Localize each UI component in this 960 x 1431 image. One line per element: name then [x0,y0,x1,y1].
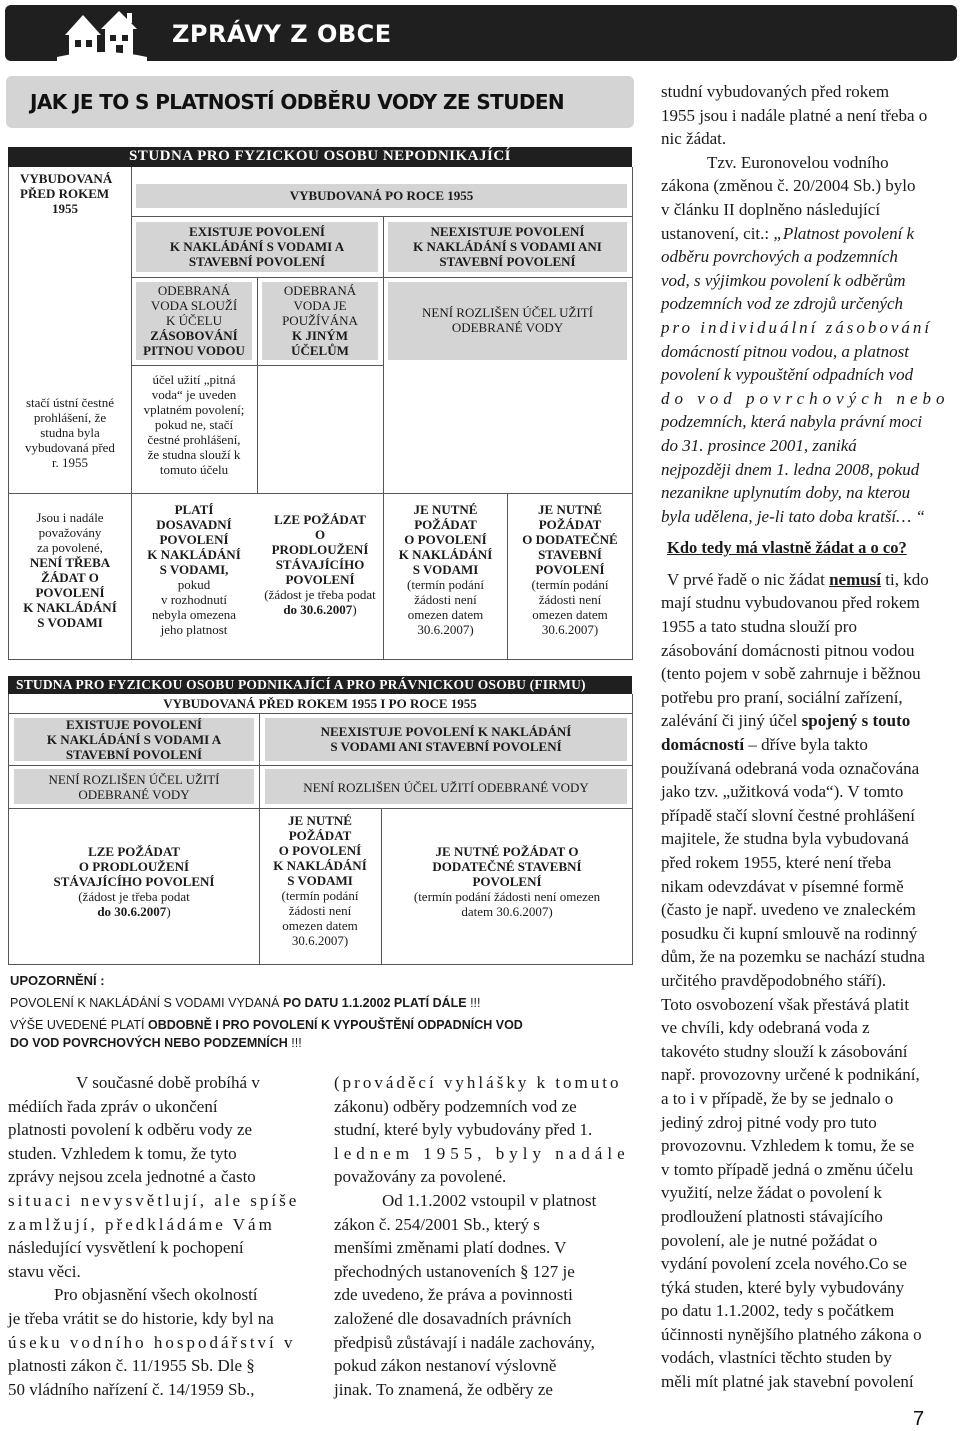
text-line: PRODLOUŽENÍ [271,542,369,557]
text-line: ODEBRANÉ VODY [451,320,564,335]
text-line: LZE POŽÁDAT [88,844,180,859]
article-column-1 [8,1071,304,1401]
d1-drinking-use [136,283,252,358]
text-line: 50 vládního nařízení č. 14/1959 Sb., [8,1379,255,1399]
text-line: čestné prohlášení, [147,432,241,447]
text-line: studní, které byly vybudovány před 1. [334,1120,593,1140]
text-line: POUŽÍVÁNA [282,313,358,328]
text-line: DOSAVADNÍ [156,517,232,532]
text-span: zalévání či jiný účel [661,711,802,731]
text-line: po datu 1.1.2002, tedy s počátkem [661,1301,895,1321]
d1-purpose-unknown [388,305,627,335]
text-line: využití, nelze žádat o povolení k [661,1183,882,1203]
text-line: PITNOU VODOU [143,343,245,358]
text-line: v tomto případě jedná o změnu účelu [661,1159,914,1179]
text-line: (termín podání [407,577,484,592]
d1-border-bottom [8,659,633,660]
text-line: do 31. prosince 2001, zaniká [661,435,857,455]
text-line: je třeba vrátit se do historie, kdy byl na [8,1308,274,1328]
text-line: nikam odevzdávat v písemné formě [661,876,904,896]
text-line: jinak. To znamená, že odběry ze [334,1379,553,1399]
text-line: (tento pojem v sobě zahrnuje i běžnou [661,664,921,684]
text-line: zákon č. 254/2001 Sb., který s [334,1214,540,1234]
article-headline: JAK JE TO S PLATNOSTÍ ODBĚRU VODY ZE STUDEN [30,90,565,114]
text-line: r. 1955 [51,455,89,470]
header-bar [5,5,957,61]
text-line: O [314,527,326,542]
article-column-3 [661,80,957,1394]
text-line: zákona (změnou č. 20/2004 Sb.) bylo [661,176,916,196]
text-line: K NAKLÁDÁNÍ S VODAMI A [169,239,345,254]
text-line: Jsou i nadále [36,510,104,525]
d1-divider-result-right [507,493,508,659]
text-line: povolení k vypouštění odpadních vod [661,365,914,385]
text-line: voda“ je uveden [151,387,237,402]
text-line: datem 30.6.2007) [461,904,553,919]
d1-border-left [8,167,9,659]
d1-permit-missing [388,224,627,269]
text-line: pokud zákon nestanoví výslovně [334,1356,557,1376]
text-line: vod, s výjimkou povolení k odběrům [661,270,906,290]
text-line: zákonu) odběry podzemních vod ze [334,1096,577,1116]
d1-divider-use-row [131,365,383,366]
text-line: POVOLENÍ [159,532,229,547]
text-line: S VODAMI [412,562,479,577]
d1-other-use [262,283,378,358]
text-line: pokud ne, stačí [154,417,234,432]
text-line: posudku či kupní smlouvě na rodinný [661,923,918,943]
text-line: vodách, vlastníci těchto studen by [661,1348,892,1368]
text-line: potřebu pro praní, sociální zařízení, [661,687,903,707]
text-line: S VODAMI ANI STAVEBNÍ POVOLENÍ [330,739,562,754]
text-line: STÁVAJÍCÍHO [275,557,365,572]
text-line: O POVOLENÍ [404,532,487,547]
text-line: NEEXISTUJE POVOLENÍ [430,224,585,239]
text-line: (často je např. uvedeno ve znaleckém [661,900,916,920]
notice-line-2 [10,1018,523,1032]
text-line: platnosti povolení k odběru vody ze [8,1120,253,1140]
text-line: studna byla [40,425,100,440]
text-line: v článku II doplněno následující [661,199,881,219]
text-span: VÝŠE UVEDENÉ PLATÍ [10,1018,149,1032]
d1-result-extend [258,512,382,617]
text-line: NENÍ ROZLIŠEN ÚČEL UŽITÍ [48,772,220,787]
text-line: PLATÍ [174,502,214,517]
d2-permit-missing [265,724,627,754]
text-line: ODEBRANÁ [157,283,231,298]
diagram1-title-bar [8,147,632,167]
text-line: O PRODLOUŽENÍ [78,859,190,874]
text-line: vplatném povolení; [143,402,245,417]
text-line: následující vysvětlení k pochopení [8,1238,244,1258]
text-line: POVOLENÍ [285,572,355,587]
text-line: měli mít platné jak stavební povolení [661,1372,914,1392]
text-line: V současné době probíhá v [76,1073,260,1092]
text-line: menšími změnami platí dodnes. V [334,1238,567,1258]
text-line: mají studnu vybudovanou před rokem [661,593,920,613]
text-line: PŘED ROKEM [20,186,110,201]
text-line: (žádost je třeba podat [78,889,190,904]
text-line: médiích řada zpráv o ukončení [8,1096,218,1116]
text-line: studen. Vzhledem k tomu, že tyto [8,1143,237,1163]
d2-divider-subtitle [8,713,632,714]
text-span: nemusí [829,569,882,589]
d1-divider-use [257,277,258,493]
d2-permit-exists [14,717,254,762]
text-line: pro individuální zásobování [661,317,933,337]
text-line: jediný zdroj pitné vody pro tuto [661,1112,877,1132]
text-line: podzemních, která nabyla právní moci [661,412,923,432]
text-line: DODATEČNÉ STAVEBNÍ [432,859,582,874]
text-line: omezen datem [532,607,608,622]
text-line: JE NUTNÉ [288,813,352,828]
text-line: POVOLENÍ [35,585,105,600]
text-line [14,904,254,919]
d2-border-left [8,694,9,964]
text-line: zde uvedeno, že práva a povinnosti [334,1285,573,1305]
text-line: určitého pravděpodobného stáří). [661,970,887,990]
text-span: !!! [287,1036,302,1050]
text-line: (prováděcí vyhlášky k tomuto [334,1073,622,1092]
diagram2-title: STUDNA PRO FYZICKOU OSOBU PODNIKAJÍCÍ A PRO PRÁVNICKOU OSOBU (FIRMU) [16,677,586,692]
text-line: POŽÁDAT [288,828,352,843]
diagram1-title: STUDNA PRO FYZICKOU OSOBU NEPODNIKAJÍCÍ [128,148,512,164]
text-line: JE NUTNÉ [413,502,478,517]
text-line [661,222,957,246]
d2-result-extend [14,844,254,919]
text-line: např. provozovny určené k podnikání, [661,1065,920,1085]
text-line: tomuto účelu [159,462,229,477]
notice-label: UPOZORNĚNÍ : [10,973,105,988]
text-span: OBDOBNĚ I PRO POVOLENÍ K VYPOUŠTĚNÍ ODPADNÍCH VOD [148,1018,523,1032]
text-line: jeho platnost [160,622,228,637]
d1-divider-permit [383,216,384,659]
text-line: stavu věci. [8,1261,81,1281]
text-line: zamlžují, předkládáme Vám [8,1214,275,1234]
text-line: nic žádat. [661,129,727,149]
text-line: provozovnu. Vzhledem k tomu, že se [661,1136,915,1156]
text-line: zásobování domácnosti pitnou vodou [661,640,915,660]
text-line: VODA JE [293,298,347,313]
text-line: byla udělena, je-li tato doba kratší… “ [661,506,925,526]
d2-divider-result [381,808,382,964]
text-line: omezen datem [282,918,358,933]
text-span: PO DATU 1.1.2002 PLATÍ DÁLE [283,996,467,1010]
text-line: takovéto studny slouží k zásobování [661,1041,908,1061]
text-line: omezen datem [407,607,484,622]
text-line: JE NUTNÉ POŽÁDAT O [435,844,579,859]
text-line: K JINÝM [292,328,348,343]
text-line: v rozhodnutí [160,592,228,607]
paren: ) [166,904,171,919]
text-line: úseku vodního hospodářství v [8,1332,296,1352]
text-span: spojený s touto [801,711,911,731]
text-line: ŽÁDAT O [41,570,99,585]
text-line: dům, že na pozemku se nachází studna [661,947,925,967]
text-line: STAVEBNÍ [538,547,602,562]
text-line: situaci nevysvětlují, ale spíše [8,1190,300,1210]
text-line: že studna slouží k [147,447,241,462]
text-line [661,709,957,733]
text-line: stačí ústní čestné [25,395,115,410]
paren: ) [352,602,357,617]
d1-result-valid [133,502,255,637]
d2-border-right [632,694,633,964]
text-line: O DODATEČNÉ [522,532,618,547]
d2-divider-purpose-row [8,808,632,809]
text-line: ve chvíli, kdy odebraná voda z [661,1018,870,1038]
d2-purpose-left [14,772,254,802]
text-line [258,602,382,617]
text-line: EXISTUJE POVOLENÍ [66,717,202,732]
text-line: STÁVAJÍCÍHO POVOLENÍ [53,874,215,889]
text-line: K NAKLÁDÁNÍ [23,600,117,615]
text-line: K NAKLÁDÁNÍ S VODAMI ANI [413,239,602,254]
text-line: (termín podání [531,577,609,592]
text-line: do vod povrchových nebo [661,388,950,408]
text-line: S VODAMI, [159,562,229,577]
d2-border-bottom [8,964,633,965]
d1-after-1955: VYBUDOVANÁ PO ROCE 1955 [289,188,474,203]
text-line: žádosti není [538,592,602,607]
text-line: EXISTUJE POVOLENÍ [189,224,325,239]
d1-border-right [632,167,633,659]
text-line: účinnosti nynějšího platného zákona o [661,1324,922,1344]
text-line: STAVEBNÍ POVOLENÍ [188,254,326,269]
text-line: lednem 1955, byly nadále [334,1143,630,1163]
text-span: – dříve byla takto [744,735,868,755]
text-line: ODEBRANÉ VODY [78,787,190,802]
text-line: používaná odebraná voda označována [661,758,920,778]
text-line: POŽÁDAT [414,517,477,532]
notice-line-1 [10,996,481,1010]
text-line: 30.6.2007) [291,933,349,948]
text-line: (žádost je třeba podat [264,587,376,602]
d1-divider-after-header [131,216,632,217]
d1-divider-result-row [8,493,632,494]
notice-line-3 [10,1036,302,1050]
d1-result-water [385,502,506,637]
text-line: domácností pitnou vodou, a platnost [661,341,909,361]
text-line: podzemních vod ze zdrojů určených [661,294,904,314]
d2-purpose-right: NENÍ ROZLIŠEN ÚČEL UŽITÍ ODEBRANÉ VODY [303,780,589,795]
text-line: ÚČELŮM [291,343,349,358]
text-line: K NAKLÁDÁNÍ [147,547,241,562]
text-line: účel užití „pitná [152,372,236,387]
d1-divider-permit-row [131,277,632,278]
text-line: 1955 jsou i nadále platné a není třeba o [661,105,928,125]
text-line: zprávy nejsou zcela jednotné a často [8,1167,256,1187]
text-line: vydání povolení zcela nového.Co se [661,1254,907,1274]
text-line: S VODAMI [37,615,103,630]
text-line: nezanikne uplynutím doby, na kterou [661,483,911,503]
text-span: domácností [661,735,745,755]
village-houses-logo-icon [57,7,147,61]
text-line: POVOLENÍ [472,874,542,889]
text-line: a to i v případě, že by se jednalo o [661,1088,894,1108]
text-line: NENÍ TŘEBA [29,555,111,570]
text-line: týká studen, které byly vybudovány [661,1277,905,1297]
article-column-2 [334,1071,632,1401]
text-line: odběru povrchových a podzemních [661,247,898,267]
text-line: Pro objasnění všech okolností [54,1285,258,1305]
text-line: (termín podání žádosti není omezen [413,889,601,904]
section-title: ZPRÁVY Z OBCE [172,20,392,48]
d2-result-build [383,844,631,919]
text-line: JE NUTNÉ [538,502,602,517]
deadline-date: do 30.6.2007 [283,602,353,617]
text-line: majitele, že studna byla vybudovaná [661,829,909,849]
text-line [661,733,957,757]
text-line: ODEBRANÁ [283,283,357,298]
text-span: POVOLENÍ K NAKLÁDÁNÍ S VODAMI VYDANÁ [10,996,283,1010]
d1-permit-exists [136,224,378,269]
text-line: S VODAMI [287,873,353,888]
text-line: NENÍ ROZLIŠEN ÚČEL UŽITÍ [421,305,593,320]
d1-divider-before-after [131,167,132,659]
text-span: ustanovení, cit.: [661,223,774,243]
d2-result-water [260,813,380,948]
text-line: ZÁSOBOVÁNÍ [150,328,238,343]
text-line: Tzv. Euronovelou vodního [707,152,889,172]
text-line: O POVOLENÍ [278,843,362,858]
article-subheading: Kdo tedy má vlastně žádat a o co? [667,538,907,558]
text-line: jako tzv. „užitková voda“). V tomto [661,782,904,802]
text-line: prodloužení platnosti stávajícího [661,1206,883,1226]
text-line: žádosti není [288,903,352,918]
text-span: DO VOD POVRCHOVÝCH NEBO PODZEMNÍCH [10,1036,288,1050]
text-line: K NAKLÁDÁNÍ [273,858,367,873]
d1-before-1955 [20,171,112,216]
text-line: K NAKLÁDÁNÍ S VODAMI A [46,732,222,747]
text-line: 30.6.2007) [417,622,474,637]
text-line: za povolené, [37,540,103,555]
text-line: platnosti zákon č. 11/1955 Sb. Dle § [8,1356,255,1376]
d1-result-left [10,510,130,630]
text-line: VODA SLOUŽÍ [150,298,238,313]
text-line: před rokem 1955, které není třeba [661,853,892,872]
text-line: 30.6.2007) [541,622,599,637]
text-line: (termín podání [281,888,359,903]
text-line: STAVEBNÍ POVOLENÍ [439,254,576,269]
text-line: POVOLENÍ [535,562,605,577]
text-line: povolení, ale je nutné požádat o [661,1230,878,1250]
text-line: STAVEBNÍ POVOLENÍ [65,747,203,762]
text-line: prohlášení, že [33,410,107,425]
text-line: nejpozději dnem 1. ledna 2008, pokud [661,459,920,479]
text-line: 1955 [52,201,78,216]
text-line: POŽÁDAT [538,517,602,532]
text-line: 1955 a tato studna slouží pro [661,617,857,637]
text-line [661,568,957,592]
text-line: případě stačí slovní čestné prohlášení [661,805,915,825]
diagram2-title-bar [8,676,632,694]
text-line: Toto osvobození však přestává platit [661,994,910,1014]
text-line: VYBUDOVANÁ [20,171,113,186]
text-line: K ÚČELU [166,313,222,328]
deadline-date: do 30.6.2007 [97,904,167,919]
text-span: ti, kdo [881,569,929,589]
text-span: V prvé řadě o nic žádat [667,569,830,589]
text-line: považovány [38,525,102,540]
d1-result-build [509,502,631,637]
text-line: přechodných ustanoveních § 127 je [334,1261,575,1281]
text-line: NEEXISTUJE POVOLENÍ K NAKLÁDÁNÍ [320,724,572,739]
text-line: studní vybudovaných před rokem [661,82,890,101]
text-line: nebyla omezena [151,607,237,622]
text-line: předpisů zůstávají i nadále zachovány, [334,1332,595,1352]
text-line: LZE POŽÁDAT [274,512,366,527]
text-line: vybudovaná před [25,440,115,455]
quote-span: „Platnost povolení k [773,223,915,243]
text-line: pokud [177,577,211,592]
d2-divider-permit-row [8,765,632,766]
text-span: !!! [466,996,481,1010]
text-line: považovány za povolené. [334,1167,507,1187]
d1-declaration-left [10,395,130,470]
text-line: založené dle dosavadních právních [334,1308,572,1328]
page-number: 7 [913,1408,925,1430]
d1-declaration-mid [133,372,255,477]
d2-subtitle: VYBUDOVANÁ PŘED ROKEM 1955 I PO ROCE 1955 [163,696,477,711]
text-line: žádosti není [414,592,477,607]
text-line: K NAKLÁDÁNÍ [398,547,493,562]
text-line: Od 1.1.2002 vstoupil v platnost [382,1190,597,1210]
